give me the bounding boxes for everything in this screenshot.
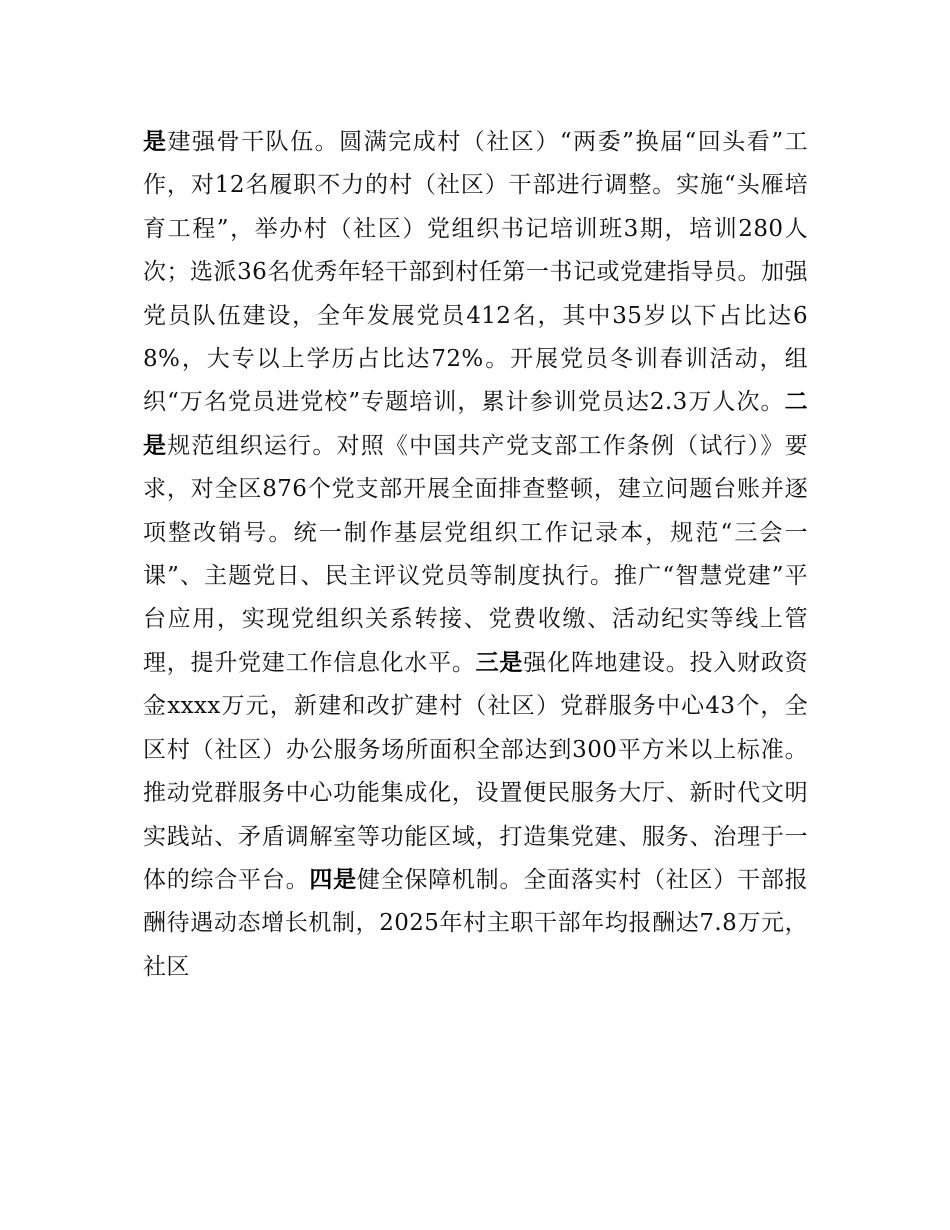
point-1-text: 建强骨干队伍。圆满完成村（社区）“两委”换届“回头看”工作，对12名履职不力的村（社区）干部进行调整。实施“头雁培育工程”，举办村（社区）党组织书记培训班3期，培训280人次；选派36名优秀年轻干部到村任第一书记或党建指导员。加强党员队伍建设，全年发展党员412名，其中35岁以下占比达68%，大专以上学历占比达72%。开展党员冬训春训活动，组织“万名党员进党校”专题培训，累计参训党员达2.3万人次。: [143, 129, 809, 416]
point-2-text: 规范组织运行。对照《中国共产党支部工作条例（试行）》要求，对全区876个党支部开展全面排查整顿，建立问题台账并逐项整改销号。统一制作基层党组织工作记录本，规范“三会一课”、主题党日、民主评议党员等制度执行。推广“智慧党建”平台应用，实现党组织关系转接、党费收缴、活动纪实等线上管理，提升党建工作信息化水平。: [143, 432, 808, 676]
point-4-lead: 四是: [309, 866, 357, 893]
point-2-lead: 二是: [143, 389, 808, 459]
body-paragraph: [143, 121, 808, 989]
point-3-text: 强化阵地建设。投入财政资金xxxx万元，新建和改扩建村（社区）党群服务中心43个，全区村（社区）办公服务场所面积全部达到300平方米以上标准。推动党群服务中心功能集成化，设置便民服务大厅、新时代文明实践站、矛盾调解室等功能区域，打造集党建、服务、治理于一体的综合平台。: [143, 649, 808, 893]
point-1-lead: 是: [143, 129, 168, 155]
point-3-lead: 三是: [475, 649, 524, 676]
point-4-text: 健全保障机制。全面落实村（社区）干部报酬待遇动态增长机制，2025年村主职干部年均报酬达7.8万元，社区: [143, 866, 808, 980]
